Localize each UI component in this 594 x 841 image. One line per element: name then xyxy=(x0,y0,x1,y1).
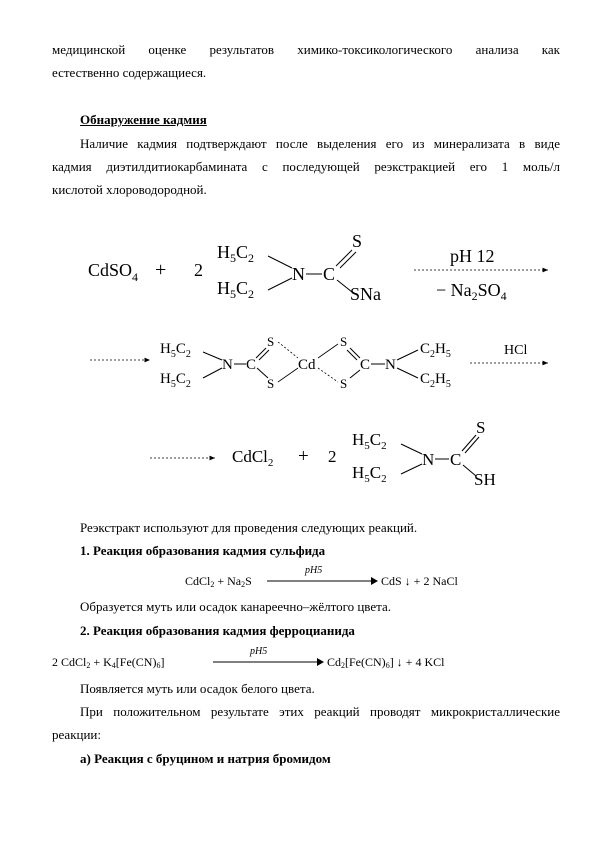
equation-2-left: 2 CdCl$_2$ + $K_4[Fe(CN)_6]$ xyxy=(52,655,165,670)
sh-group: SH xyxy=(474,470,496,489)
carbon-right: C xyxy=(360,357,371,373)
nitrogen-left: N xyxy=(222,357,233,373)
equation-1-right: CdS ↓ + 2 NaCl xyxy=(381,574,458,588)
equation-2-right: $Cd_2[Fe(CN)_6]$ ↓ + 4 KCl xyxy=(327,655,445,670)
ethyl-group-bottom: $H_5C_2$ xyxy=(217,278,255,301)
ethyl-right-bottom: $C_2H_5$ xyxy=(420,371,451,390)
carbon-left: C xyxy=(246,357,257,373)
section-heading-cadmium: Обнаружение кадмия xyxy=(80,112,207,127)
sulfur-atom-double: S xyxy=(352,231,363,251)
sna-group: SNa xyxy=(350,284,381,304)
para1-line-2: кадмия диэтилдитиокарбамината с последующей реэкстракцией его 1 моль/л xyxy=(52,159,560,174)
sulfur-right-top: S xyxy=(340,334,348,349)
hcl-label: HCl xyxy=(504,343,528,358)
reaction-a-title: а) Реакция с бруцином и натрия бромидом xyxy=(80,751,331,766)
sulfur-right-bottom: S xyxy=(340,376,348,391)
ethyl-left-top: $H_5C_2$ xyxy=(160,341,191,360)
nitrogen-atom: N xyxy=(292,264,305,284)
ethyl-row3-top: $H_5C_2$ xyxy=(352,430,387,452)
reaction-2-result: Появляется муть или осадок белого цвета. xyxy=(80,681,315,696)
minus-na2so4-label: − $Na_2SO_4$ xyxy=(436,280,507,303)
equation-2-arrow-label: pH5 xyxy=(250,646,268,657)
para2-line-2: реакции: xyxy=(52,727,101,742)
text-line-1: медицинской оценке результатов химико-токсикологического анализа как xyxy=(52,42,560,57)
scheme-row-3 xyxy=(150,418,496,489)
cdcl2-formula: CdCl$_2$ xyxy=(232,447,274,469)
para2-line-1: При положительном результате этих реакций проводят микрокристаллические xyxy=(80,704,560,719)
nitrogen-right: N xyxy=(385,357,396,373)
plus-sign-row3: + xyxy=(298,446,309,467)
nitrogen-row3: N xyxy=(422,450,435,469)
ethyl-group-top: $H_5C_2$ xyxy=(217,242,255,265)
carbon-row3: C xyxy=(450,450,462,469)
reaction-1-title: 1. Реакция образования кадмия сульфида xyxy=(80,543,326,558)
ethyl-row3-bottom: $H_5C_2$ xyxy=(352,463,387,485)
cadmium-atom: Cd xyxy=(298,357,316,373)
equation-1-left: CdCl$_2$ + $Na_2S$ xyxy=(185,574,252,589)
sulfur-left-top: S xyxy=(267,334,275,349)
ethyl-right-top: $C_2H_5$ xyxy=(420,341,451,360)
scheme-row-1 xyxy=(88,231,548,304)
plus-sign: + xyxy=(155,259,167,281)
sulfur-left-bottom: S xyxy=(267,376,275,391)
equation-1-arrow-label: pH5 xyxy=(305,565,323,576)
cdso4-formula: CdSO$_4$ xyxy=(88,260,139,284)
reaction-1-result: Образуется муть или осадок канареечно–жёлтого цвета. xyxy=(80,599,391,614)
carbon-atom: C xyxy=(323,264,336,284)
ethyl-left-bottom: $H_5C_2$ xyxy=(160,371,191,390)
reextract-text: Реэкстракт используют для проведения следующих реакций. xyxy=(80,520,418,535)
scheme-row-2 xyxy=(90,334,548,391)
reaction-2-title: 2. Реакция образования кадмия ферроцианида xyxy=(80,623,355,638)
equation-2-arrow xyxy=(213,657,325,667)
para1-line-1: Наличие кадмия подтверждают после выделения его из минерализата в виде xyxy=(80,136,560,151)
reaction-scheme xyxy=(0,220,594,510)
para1-line-3: кислотой хлороводородной. xyxy=(52,182,207,197)
ph-12-label: pH 12 xyxy=(450,246,495,266)
coefficient-two-row3: 2 xyxy=(328,447,337,466)
sulfur-row3-double: S xyxy=(476,418,486,437)
text-line-2: естественно содержащиеся. xyxy=(52,65,207,80)
coefficient-two: 2 xyxy=(194,260,203,280)
equation-1-arrow xyxy=(267,576,379,586)
